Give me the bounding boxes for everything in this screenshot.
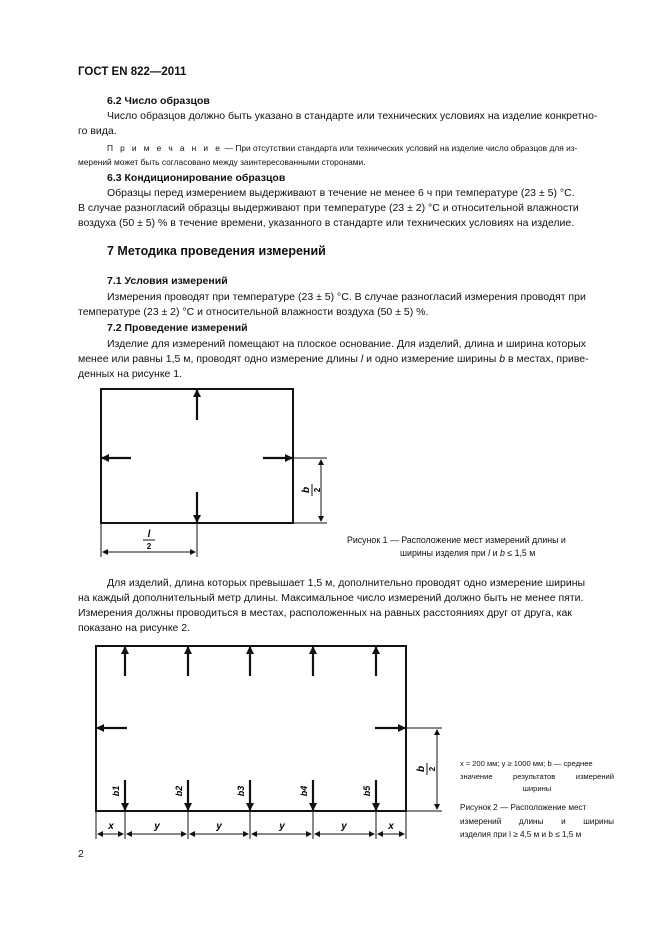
note-text: — При отсутствии стандарта или технических условий на изделие число образцов для из-	[222, 143, 578, 153]
para-7-1-line2: температуре (23 ± 2) °С и относительной влажности воздуха (50 ± 5) %.	[78, 306, 429, 318]
label-b2: b2	[174, 785, 184, 797]
figure-2-legend-line3: ширины	[522, 784, 552, 793]
heading-6-2: 6.2 Число образцов	[107, 95, 210, 107]
para-7-2-line3: денных на рисунке 1.	[78, 368, 183, 380]
page-number: 2	[78, 848, 84, 860]
para-7-2-2-line2: на каждый дополнительный метр длины. Максимальное число измерений должно быть не менее пяти.	[78, 592, 584, 604]
para-6-2-line1: Число образцов должно быть указано в стандарте или технических условиях на изделие конкретно-	[107, 110, 598, 122]
figure-2-legend-line2: значение результатов измерений	[460, 772, 614, 781]
figure-1-caption-line1: Рисунок 1 — Расположение мест измерений длины и	[347, 535, 566, 545]
label-b5: b5	[362, 785, 372, 797]
heading-6-3: 6.3 Кондиционирование образцов	[107, 172, 286, 184]
figure-2-legend-line1: x ≈ 200 мм; y ≥ 1000 мм; b — среднее	[460, 759, 593, 768]
label-x-left: x	[108, 821, 114, 832]
para-6-3-line2: В случае разногласий образцы выдерживают при температуре (23 ± 2) °С и относительной влажности	[78, 202, 579, 214]
para-7-2-2-line4: показано на рисунке 2.	[78, 622, 191, 634]
label-x-right: x	[388, 821, 394, 832]
para-6-3-line1: Образцы перед измерением выдерживают в течение не менее 6 ч при температуре (23 ± 5) °С.	[107, 187, 575, 199]
figure-2-caption-line1: Рисунок 2 — Расположение мест	[460, 803, 587, 812]
para-7-2-2-line1: Для изделий, длина которых превышает 1,5 м, дополнительно проводят одно измерение ширины	[107, 577, 586, 589]
figure-2-caption-line2: измерений длины и ширины	[460, 817, 614, 826]
para-7-2-2-line3: Измерения должны проводиться в местах, расположенных на равных расстояниях друг от друга, как	[78, 607, 572, 619]
note-6-2-line2: мерений может быть согласовано между заинтересованными сторонами.	[78, 157, 366, 167]
note-label: П р и м е ч а н и е	[107, 143, 223, 153]
label-y-3: y	[279, 821, 285, 832]
label-y-4: y	[341, 821, 347, 832]
note-6-2-line1	[107, 141, 610, 156]
para-7-1-line1: Измерения проводят при температуре (23 ± 5) °С. В случае разногласий измерения проводят при	[107, 291, 586, 303]
para-6-2-line2: го вида.	[78, 125, 117, 137]
para-6-3-line3: воздуха (50 ± 5) % в течение времени, указанного в стандарте или технических условиях на изделие.	[78, 217, 575, 229]
label-2: 2	[146, 542, 152, 551]
heading-7-2: 7.2 Проведение измерений	[107, 322, 248, 334]
figure-1-caption-line2: ширины изделия при l и b ≤ 1,5 м	[400, 548, 536, 558]
label-l: l	[147, 529, 151, 540]
label-b3: b3	[236, 785, 246, 797]
heading-7-1: 7.1 Условия измерений	[107, 275, 228, 287]
para-7-2-line2: менее или равны 1,5 м, проводят одно измерение длины l и одно измерение ширины b в местах, приве-	[78, 353, 589, 365]
label-b: b	[301, 486, 312, 494]
label-b1: b1	[111, 785, 121, 797]
figure-2-caption-line3: изделия при l ≥ 4,5 м и b ≤ 1,5 м	[460, 830, 582, 839]
label-2-fig2: 2	[428, 766, 437, 772]
document-id: ГОСТ EN 822—2011	[78, 66, 187, 78]
label-2b: 2	[313, 487, 322, 493]
heading-7: 7 Методика проведения измерений	[107, 244, 326, 258]
label-b4: b4	[299, 785, 309, 797]
label-y-1: y	[154, 821, 160, 832]
label-b-fig2: b	[416, 765, 427, 773]
label-y-2: y	[216, 821, 222, 832]
para-7-2-line1: Изделие для измерений помещают на плоское основание. Для изделий, длина и ширина которых	[107, 338, 586, 350]
